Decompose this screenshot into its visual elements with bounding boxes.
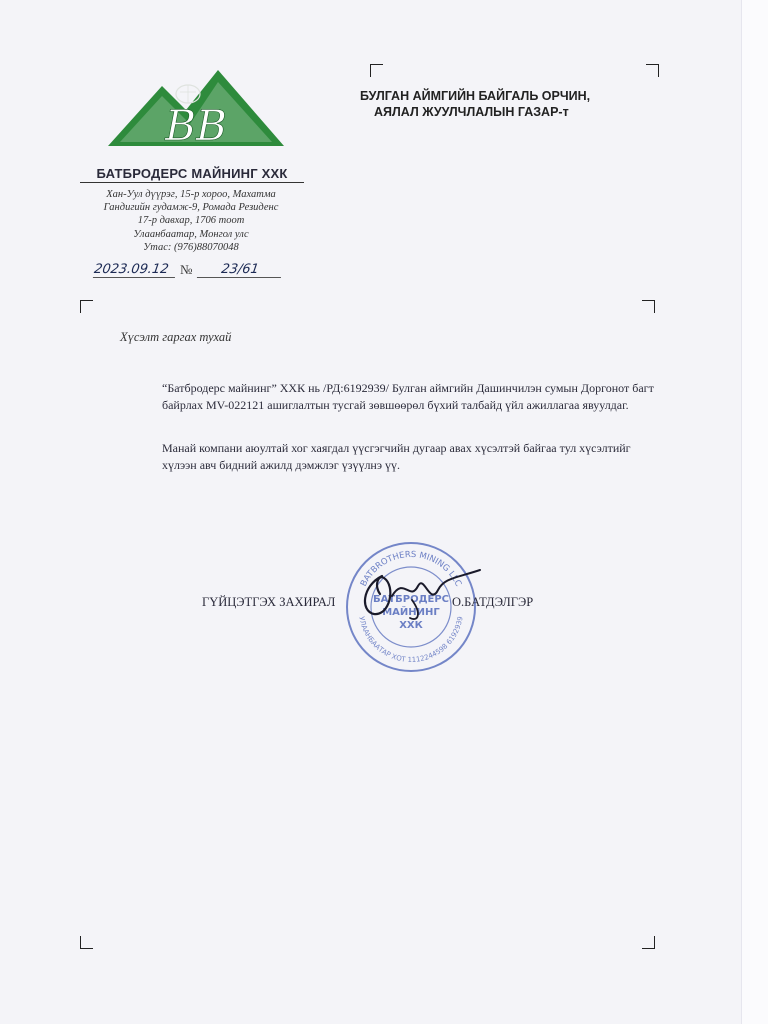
address-line: Улаанбаатар, Монгол улс (133, 228, 249, 240)
recipient-block (360, 88, 590, 120)
text-area-corner-mark (80, 300, 93, 313)
address-line: 17-р давхар, 1706 тоот (137, 215, 245, 227)
stamp-center-line-1: БАТБРОДЕРС (372, 594, 450, 605)
body-paragraph-1 (118, 380, 656, 414)
company-name: БАТБРОДЕРС МАЙНИНГ ХХК (80, 166, 304, 183)
company-address (86, 188, 296, 254)
address-phone: Утас: (976)88070048 (143, 241, 239, 253)
signatory-title: ГҮЙЦЭТГЭХ ЗАХИРАЛ (202, 595, 336, 609)
recipient-line-2: АЯЛАЛ ЖУУЛЧЛАЛЫН ГАЗАР-т (374, 105, 569, 119)
stamp-center-line-2: МАЙНИНГ (382, 607, 440, 618)
signatory-name: О.БАТДЭЛГЭР (452, 595, 534, 609)
letter-subject: Хүсэлт гаргах тухай (120, 330, 232, 344)
text-area-corner-mark (642, 936, 655, 949)
handwritten-signature (352, 556, 492, 626)
text-area-corner-mark (642, 300, 655, 313)
body-paragraph-2 (118, 440, 656, 474)
paragraph-text: Манай компани аюултай хог хаягдал үүсгэгчийн дугаар авах хүсэлтэй байгаа тул хүсэлтийг хүлээн авч бидний ажилд дэмжлэг үзүүлнэ үү. (162, 441, 631, 472)
paragraph-text: “Батбродерс майнинг” ХХК нь /РД:6192939/ Булган аймгийн Дашинчилэн сумын Доргонот багт байрлах MV-022121 ашиглалтын тусгай зөвшөөрөл бүхий талбайд үйл ажиллагаа явуулдаг. (162, 381, 654, 412)
stamp-outer-text: BATBROTHERS MINING LLC (358, 549, 464, 589)
stamp-center-line-3: ХХК (399, 620, 423, 631)
address-line: Гандигийн гудамж-9, Ромада Резиденс (103, 202, 279, 214)
reference-number-label: № (180, 262, 193, 277)
recipient-corner-mark (646, 64, 659, 77)
reference-date: 2023.09.12 (93, 262, 177, 278)
reference-number: 23/61 (197, 262, 283, 278)
recipient-line-1: БУЛГАН АЙМГИЙН БАЙГАЛЬ ОРЧИН, (360, 89, 591, 103)
logo-letters: BB (165, 101, 227, 150)
company-logo (108, 66, 284, 152)
address-line: Хан-Уул дүүрэг, 15-р хороо, Махатма (106, 189, 276, 200)
stamp-outer-text-bottom: УЛААНБААТАР ХОТ 1112244598 6192939 (357, 615, 465, 665)
recipient-corner-mark (370, 64, 383, 77)
text-area-corner-mark (80, 936, 93, 949)
page-edge (741, 0, 768, 1024)
